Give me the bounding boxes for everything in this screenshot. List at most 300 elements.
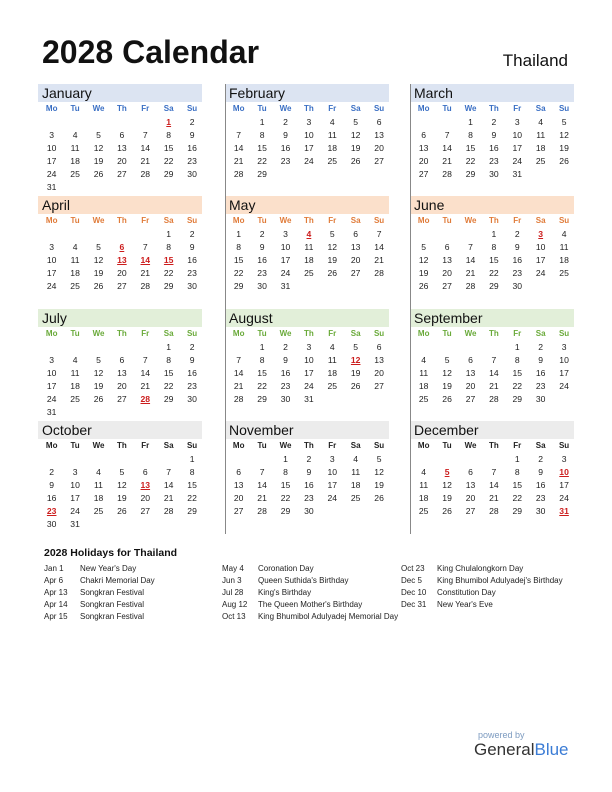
holidays-title: 2028 Holidays for Thailand — [44, 547, 178, 559]
week-row — [225, 341, 389, 354]
day-cell: 9 — [538, 355, 544, 365]
divider — [225, 84, 226, 534]
day-cell: 10 — [46, 255, 57, 265]
weekday-header — [38, 327, 202, 340]
weekday-label: Mo — [232, 104, 245, 113]
day-cell: 29 — [187, 506, 197, 516]
day-cell: 3 — [283, 229, 288, 239]
holiday-day-cell: 13 — [117, 255, 127, 265]
day-cell: 12 — [559, 130, 569, 140]
day-cell: 18 — [93, 493, 104, 503]
week-row — [410, 492, 574, 505]
holiday-item — [222, 575, 402, 587]
weekday-label: Fr — [141, 329, 150, 338]
day-cell: 14 — [140, 368, 151, 378]
weekday-label: We — [92, 216, 105, 225]
day-cell: 2 — [189, 342, 195, 352]
holiday-item — [401, 599, 576, 611]
holiday-name: King Bhumibol Adulyadej's Birthday — [437, 576, 563, 585]
weekday-label: Mo — [417, 216, 430, 225]
day-cell: 18 — [418, 381, 429, 391]
weekday-label: Mo — [232, 441, 245, 450]
day-cell: 25 — [535, 156, 546, 166]
holiday-column — [222, 563, 402, 623]
weekday-label: Fr — [141, 216, 150, 225]
weekday-label: We — [464, 104, 477, 113]
holiday-day-cell: 15 — [163, 255, 174, 265]
day-cell: 9 — [189, 355, 195, 365]
week-row — [410, 466, 574, 479]
day-cell: 17 — [512, 143, 523, 153]
day-cell: 22 — [512, 381, 523, 391]
day-cell: 4 — [353, 454, 359, 464]
holiday-name: New Year's Eve — [437, 600, 493, 609]
weekday-label: Su — [373, 216, 385, 225]
week-row — [38, 241, 202, 254]
day-cell: 18 — [304, 255, 314, 265]
day-cell: 18 — [327, 368, 338, 378]
day-cell: 18 — [559, 255, 569, 265]
day-cell: 26 — [117, 506, 127, 516]
weekday-label: Su — [373, 104, 385, 113]
weekday-label: We — [279, 216, 292, 225]
day-cell: 14 — [374, 242, 384, 252]
holiday-name: Constitution Day — [437, 588, 496, 597]
weekday-label: Tu — [70, 441, 80, 450]
week-row — [38, 168, 202, 181]
day-cell: 9 — [306, 467, 312, 477]
day-cell: 22 — [257, 381, 267, 391]
weekday-label: Fr — [513, 441, 522, 450]
weekday-label: Sa — [535, 104, 546, 113]
day-cell: 8 — [166, 242, 172, 252]
day-cell: 22 — [163, 381, 174, 391]
day-cell: 3 — [49, 130, 55, 140]
day-cell: 15 — [489, 255, 499, 265]
month-name: December — [410, 421, 574, 439]
day-cell: 5 — [96, 130, 101, 140]
day-cell: 23 — [187, 381, 197, 391]
day-cell: 13 — [350, 242, 361, 252]
day-cell: 20 — [465, 381, 476, 391]
week-row — [410, 367, 574, 380]
day-cell: 17 — [70, 493, 80, 503]
day-cell: 11 — [304, 242, 314, 252]
day-cell: 25 — [70, 169, 80, 179]
week-row — [38, 380, 202, 393]
brand-logo: GeneralBlue — [474, 740, 569, 759]
holiday-item — [222, 611, 402, 623]
day-cell: 26 — [442, 394, 452, 404]
weekday-label: Th — [116, 216, 127, 225]
holiday-date: Aug 12 — [222, 600, 248, 609]
week-row — [410, 241, 574, 254]
day-cell: 16 — [535, 480, 546, 490]
day-cell: 28 — [163, 506, 174, 516]
day-cell: 24 — [46, 281, 57, 291]
page-title: 2028 Calendar — [42, 34, 260, 70]
day-cell: 3 — [306, 117, 312, 127]
day-cell: 5 — [353, 117, 359, 127]
holiday-name: Chakri Memorial Day — [80, 576, 155, 585]
day-cell: 24 — [304, 156, 314, 166]
day-cell: 15 — [257, 143, 267, 153]
day-cell: 7 — [491, 355, 497, 365]
holiday-item — [44, 575, 224, 587]
month-october — [38, 421, 202, 531]
day-cell: 22 — [163, 268, 174, 278]
day-cell: 12 — [418, 255, 429, 265]
week-row — [410, 479, 574, 492]
month-name: April — [38, 196, 202, 214]
day-cell: 4 — [72, 242, 78, 252]
day-cell: 12 — [442, 368, 452, 378]
day-cell: 5 — [96, 242, 101, 252]
holiday-date: Dec 10 — [401, 588, 427, 597]
day-cell: 29 — [163, 281, 174, 291]
day-cell: 10 — [70, 480, 80, 490]
day-cell: 28 — [489, 394, 499, 404]
day-cell: 6 — [236, 467, 242, 477]
holiday-day-cell: 23 — [46, 506, 57, 516]
day-cell: 19 — [374, 480, 384, 490]
day-cell: 23 — [257, 268, 267, 278]
holiday-day-cell: 3 — [538, 229, 544, 239]
weekday-label: We — [464, 329, 477, 338]
weekday-label: Mo — [45, 104, 58, 113]
day-cell: 24 — [46, 169, 57, 179]
week-row — [410, 380, 574, 393]
day-cell: 16 — [512, 255, 523, 265]
day-cell: 31 — [46, 182, 57, 192]
day-cell: 29 — [257, 394, 267, 404]
day-cell: 5 — [421, 242, 427, 252]
day-cell: 12 — [93, 143, 104, 153]
day-cell: 27 — [442, 281, 452, 291]
day-cell: 18 — [418, 493, 429, 503]
day-cell: 7 — [468, 242, 473, 252]
day-cell: 25 — [418, 506, 429, 516]
day-cell: 11 — [94, 480, 103, 490]
day-cell: 16 — [489, 143, 499, 153]
holiday-item — [44, 587, 224, 599]
weekday-label: We — [92, 104, 105, 113]
day-cell: 6 — [376, 342, 382, 352]
week-row — [225, 453, 389, 466]
day-cell: 20 — [374, 368, 384, 378]
day-cell: 19 — [350, 143, 361, 153]
day-cell: 8 — [166, 130, 172, 140]
day-cell: 6 — [119, 355, 125, 365]
day-cell: 17 — [46, 268, 57, 278]
day-cell: 27 — [140, 506, 151, 516]
day-cell: 11 — [327, 130, 337, 140]
day-cell: 5 — [329, 229, 335, 239]
weekday-label: Th — [116, 104, 127, 113]
day-cell: 4 — [96, 467, 101, 477]
week-row — [38, 116, 202, 129]
week-row — [38, 367, 202, 380]
day-cell: 26 — [327, 268, 338, 278]
day-cell: 16 — [46, 493, 57, 503]
week-row — [410, 267, 574, 280]
day-cell: 13 — [418, 143, 429, 153]
day-cell: 30 — [257, 281, 267, 291]
week-row — [225, 267, 389, 280]
holiday-day-cell: 14 — [140, 255, 151, 265]
weekday-label: Tu — [442, 104, 452, 113]
day-cell: 31 — [512, 169, 523, 179]
weekday-label: Th — [488, 329, 499, 338]
weekday-label: Sa — [163, 329, 174, 338]
day-cell: 26 — [559, 156, 569, 166]
week-row — [38, 354, 202, 367]
day-cell: 2 — [189, 229, 195, 239]
day-cell: 10 — [46, 368, 57, 378]
day-cell: 20 — [374, 143, 384, 153]
day-cell: 27 — [465, 506, 476, 516]
day-cell: 19 — [93, 381, 104, 391]
holiday-item — [44, 611, 224, 623]
holiday-day-cell: 6 — [119, 242, 125, 252]
day-cell: 7 — [491, 467, 497, 477]
weekday-label: Sa — [163, 104, 174, 113]
holiday-item — [222, 599, 402, 611]
weekday-label: Su — [186, 441, 198, 450]
weekday-label: Tu — [257, 104, 267, 113]
holiday-item — [222, 587, 402, 599]
day-cell: 22 — [489, 268, 499, 278]
day-cell: 5 — [119, 467, 125, 477]
week-row — [410, 453, 574, 466]
month-september — [410, 309, 574, 406]
day-cell: 2 — [306, 454, 312, 464]
day-cell: 2 — [283, 342, 288, 352]
day-cell: 10 — [304, 130, 314, 140]
weekday-label: We — [279, 441, 292, 450]
day-cell: 7 — [376, 229, 382, 239]
day-cell: 27 — [418, 169, 429, 179]
week-row — [410, 228, 574, 241]
day-cell: 4 — [72, 130, 78, 140]
week-row — [225, 505, 389, 518]
weekday-label: Tu — [70, 104, 80, 113]
day-cell: 13 — [374, 130, 384, 140]
weekday-label: Sa — [350, 216, 361, 225]
day-cell: 20 — [117, 268, 127, 278]
day-cell: 25 — [418, 394, 429, 404]
day-cell: 16 — [187, 143, 197, 153]
day-cell: 16 — [280, 143, 291, 153]
weekday-label: Th — [488, 216, 499, 225]
day-cell: 15 — [280, 480, 291, 490]
day-cell: 3 — [49, 355, 55, 365]
day-cell: 1 — [189, 454, 195, 464]
day-cell: 8 — [166, 355, 172, 365]
weekday-label: Sa — [350, 104, 361, 113]
holiday-item — [222, 563, 402, 575]
day-cell: 26 — [93, 281, 104, 291]
week-row — [225, 142, 389, 155]
week-row — [225, 479, 389, 492]
day-cell: 30 — [304, 506, 314, 516]
day-cell: 20 — [233, 493, 244, 503]
day-cell: 12 — [374, 467, 384, 477]
day-cell: 2 — [49, 467, 55, 477]
weekday-label: Tu — [70, 216, 80, 225]
weekday-label: Tu — [257, 329, 267, 338]
day-cell: 29 — [465, 169, 476, 179]
weekday-header — [225, 214, 389, 227]
day-cell: 30 — [187, 281, 197, 291]
day-cell: 24 — [559, 381, 569, 391]
day-cell: 22 — [512, 493, 523, 503]
weekday-label: Mo — [417, 441, 430, 450]
weekday-label: Fr — [141, 441, 150, 450]
weekday-label: Su — [558, 329, 570, 338]
day-cell: 15 — [512, 480, 523, 490]
day-cell: 7 — [142, 242, 148, 252]
day-cell: 20 — [117, 381, 127, 391]
day-cell: 24 — [280, 268, 291, 278]
weekday-label: Sa — [350, 329, 361, 338]
day-cell: 10 — [280, 242, 291, 252]
weekday-label: Fr — [328, 441, 337, 450]
day-cell: 28 — [140, 169, 151, 179]
weekday-label: Tu — [257, 216, 267, 225]
holiday-date: Oct 23 — [401, 564, 425, 573]
day-cell: 11 — [536, 130, 546, 140]
holiday-item — [44, 599, 224, 611]
day-cell: 9 — [514, 242, 520, 252]
day-cell: 28 — [442, 169, 452, 179]
month-june — [410, 196, 574, 293]
day-cell: 14 — [140, 143, 151, 153]
holiday-name: King Chulalongkorn Day — [437, 564, 524, 573]
week-row — [225, 466, 389, 479]
week-row — [38, 518, 202, 531]
day-cell: 21 — [140, 268, 151, 278]
day-cell: 29 — [489, 281, 499, 291]
day-cell: 16 — [187, 255, 197, 265]
day-cell: 24 — [512, 156, 523, 166]
day-cell: 14 — [489, 368, 499, 378]
week-row — [225, 241, 389, 254]
day-cell: 8 — [468, 130, 473, 140]
day-cell: 19 — [442, 381, 452, 391]
day-cell: 23 — [280, 381, 291, 391]
holiday-day-cell: 10 — [559, 467, 569, 477]
day-cell: 3 — [561, 342, 567, 352]
weekday-label: Mo — [232, 329, 245, 338]
month-july — [38, 309, 202, 419]
day-cell: 29 — [163, 169, 174, 179]
day-cell: 5 — [444, 355, 450, 365]
weekday-label: Su — [373, 329, 385, 338]
day-cell: 26 — [374, 493, 384, 503]
day-cell: 20 — [117, 156, 127, 166]
weekday-label: Th — [488, 441, 499, 450]
month-name: May — [225, 196, 389, 214]
day-cell: 19 — [117, 493, 127, 503]
week-row — [38, 142, 202, 155]
month-name: August — [225, 309, 389, 327]
day-cell: 17 — [46, 381, 57, 391]
day-cell: 8 — [283, 467, 288, 477]
day-cell: 24 — [327, 493, 338, 503]
day-cell: 13 — [442, 255, 452, 265]
day-cell: 24 — [46, 394, 57, 404]
day-cell: 21 — [465, 268, 476, 278]
day-cell: 14 — [489, 480, 499, 490]
holiday-item — [401, 587, 576, 599]
weekday-label: Sa — [535, 329, 546, 338]
holiday-name: Coronation Day — [258, 564, 314, 573]
holiday-name: Songkran Festival — [80, 612, 145, 621]
day-cell: 26 — [93, 394, 104, 404]
day-cell: 28 — [257, 506, 267, 516]
weekday-label: Su — [558, 216, 570, 225]
day-cell: 18 — [327, 143, 338, 153]
day-cell: 7 — [166, 467, 172, 477]
week-row — [225, 116, 389, 129]
day-cell: 3 — [49, 242, 55, 252]
day-cell: 6 — [376, 117, 382, 127]
day-cell: 14 — [233, 368, 244, 378]
day-cell: 30 — [187, 394, 197, 404]
day-cell: 31 — [70, 519, 80, 529]
holiday-date: Jul 28 — [222, 588, 244, 597]
week-row — [38, 406, 202, 419]
divider — [410, 84, 411, 534]
day-cell: 1 — [514, 454, 520, 464]
weekday-header — [38, 439, 202, 452]
day-cell: 6 — [142, 467, 148, 477]
day-cell: 30 — [535, 394, 546, 404]
day-cell: 30 — [187, 169, 197, 179]
day-cell: 2 — [538, 454, 544, 464]
day-cell: 27 — [465, 394, 476, 404]
day-cell: 3 — [561, 454, 567, 464]
day-cell: 14 — [257, 480, 267, 490]
day-cell: 21 — [233, 156, 244, 166]
day-cell: 23 — [304, 493, 314, 503]
day-cell: 7 — [259, 467, 265, 477]
weekday-header — [225, 327, 389, 340]
day-cell: 13 — [117, 143, 127, 153]
weekday-header — [225, 102, 389, 115]
day-cell: 30 — [46, 519, 57, 529]
day-cell: 19 — [93, 268, 104, 278]
week-row — [38, 479, 202, 492]
weekday-header — [410, 214, 574, 227]
holiday-date: Jun 3 — [222, 576, 242, 585]
day-cell: 4 — [329, 117, 335, 127]
holiday-day-cell: 4 — [306, 229, 312, 239]
day-cell: 3 — [329, 454, 335, 464]
day-cell: 7 — [142, 130, 148, 140]
weekday-label: Mo — [45, 216, 58, 225]
day-cell: 14 — [233, 143, 244, 153]
week-row — [410, 393, 574, 406]
day-cell: 27 — [374, 156, 384, 166]
weekday-header — [410, 102, 574, 115]
holiday-name: The Queen Mother's Birthday — [258, 600, 363, 609]
day-cell: 21 — [489, 493, 499, 503]
day-cell: 27 — [233, 506, 244, 516]
day-cell: 9 — [538, 467, 544, 477]
holiday-date: Oct 13 — [222, 612, 246, 621]
